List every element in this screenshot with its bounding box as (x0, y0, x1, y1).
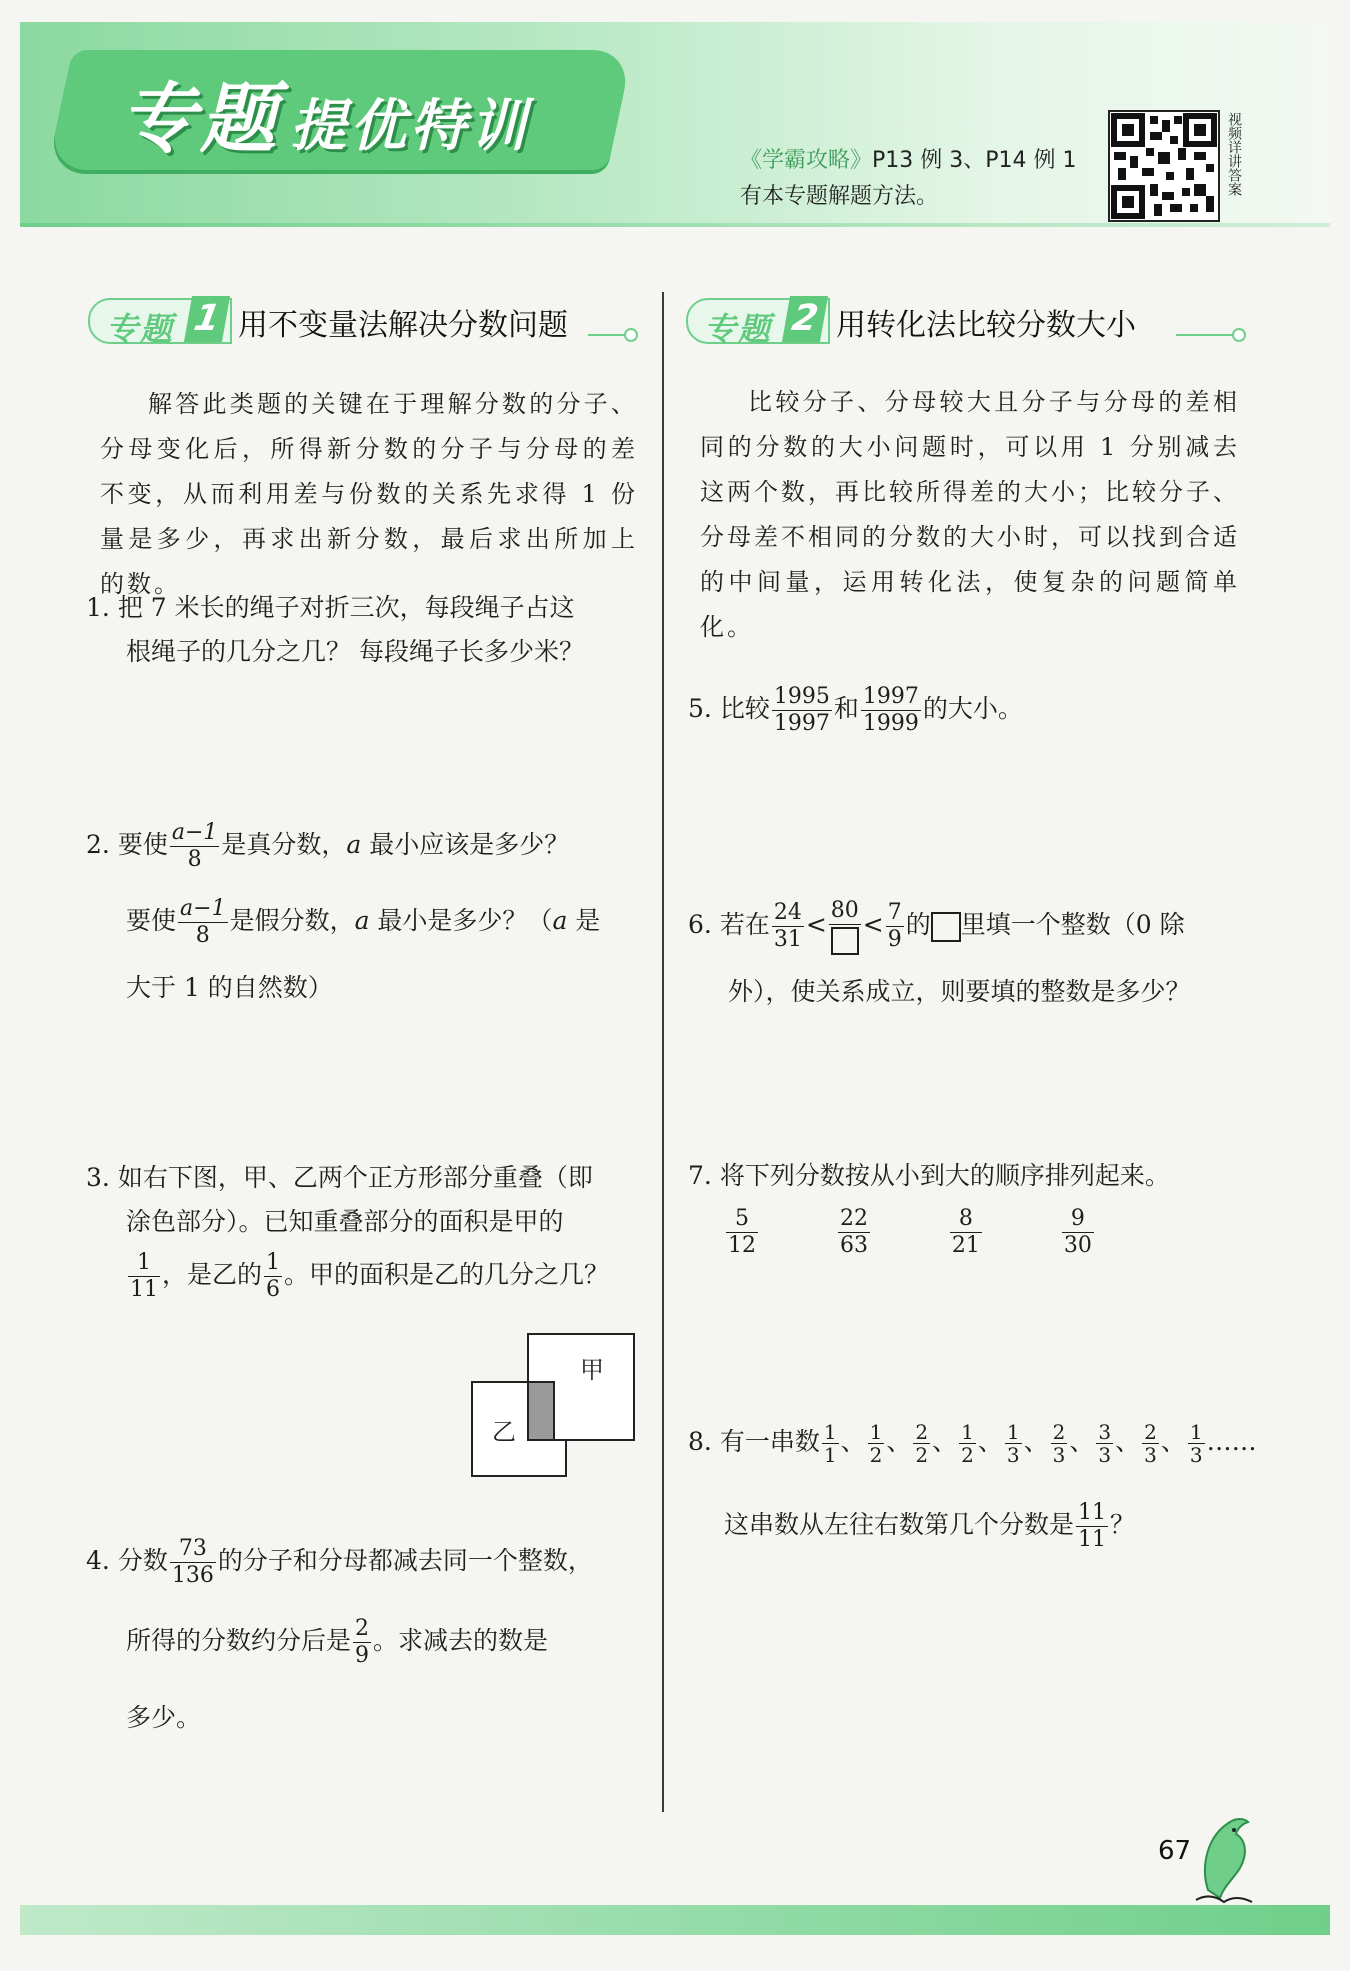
fraction: $\frac{1}{2}$ (869, 1420, 883, 1467)
section-1-number: 1 (184, 296, 230, 342)
fraction: $\frac{a-1}{8}$ (180, 896, 226, 948)
header-note-refs: P13 例 3、P14 例 1 (872, 148, 1077, 173)
section-2-title: 用转化法比较分数大小 (836, 308, 1136, 343)
question-5-number: 5. (688, 694, 712, 723)
label-jia: 甲 (580, 1356, 604, 1384)
question-8: 8. 有一串数 $\frac{1}{1}$ 、 $\frac{1}{2}$ 、 $\frac{2}{2}$ 、 $\frac{1}{2}$ 、 $\frac{1}{3}$ 、 $\frac{2}{3}$ 、 $\frac{3}{3}$ 、 $\frac{2}{3}$ 、 $\frac{1}{3}$ …… 这串数从左往右数第几个分数是 $\frac{11}{11}$ ？ (688, 1420, 1257, 1552)
section-2-tag: 专题 (686, 298, 830, 344)
question-8-number: 8. (688, 1427, 712, 1456)
fraction: $\frac{2}{3}$ (1052, 1420, 1066, 1467)
question-1-line1: 把 7 米长的绳子对折三次，每段绳子占这 (117, 593, 575, 622)
fraction: $\frac{1}{6}$ (266, 1250, 281, 1302)
header-note-book: 《学霸攻略》 (740, 148, 873, 173)
page-number: 67 (1158, 1836, 1192, 1866)
fraction: $\frac{1}{3}$ (1006, 1420, 1020, 1467)
dolphin-mascot-icon (1190, 1810, 1260, 1910)
footer-banner (20, 1905, 1330, 1935)
header-title-part1: 专题 (120, 74, 280, 163)
section-1-title: 用不变量法解决分数问题 (238, 308, 568, 343)
header-title-part2: 提优特训 (290, 94, 530, 159)
header-title (120, 58, 530, 167)
column-divider (662, 292, 664, 1812)
fraction: $\frac{2}{3}$ (1144, 1420, 1157, 1467)
section-2-dot (1232, 328, 1246, 342)
section-2-number: 2 (782, 296, 828, 342)
question-2-number: 2. (86, 830, 110, 859)
section-1-rule (588, 334, 624, 336)
fraction: $\frac{2}{2}$ (915, 1420, 929, 1467)
fraction: $\frac{a-1}{8}$ (171, 820, 218, 872)
question-4: 4. 分数 $\frac{73}{136}$ 的分子和分母都减去同一个整数， 所得的分数约分后是 $\frac{2}{9}$ 。求减去的数是 多少。 (86, 1536, 593, 1732)
fraction: $\frac{11}{11}$ (1078, 1500, 1107, 1552)
question-1-line2: 根绳子的几分之几？ 每段绳子长多少米？ (126, 637, 584, 666)
question-1-number: 1. (86, 593, 110, 622)
section-1-heading (88, 296, 648, 348)
fraction-blank: 80 (829, 898, 861, 955)
question-3: 3. 如右下图，甲、乙两个正方形部分重叠（即 涂色部分）。已知重叠部分的面积是甲的 $\frac{1}{11}$ ，是乙的 $\frac{1}{6}$ 。甲的面积是乙的几分之几？ (86, 1163, 610, 1302)
fraction: $\frac{8}{21}$ (951, 1206, 980, 1258)
fraction: $\frac{1}{3}$ (1189, 1420, 1203, 1467)
question-3-number: 3. (86, 1163, 110, 1192)
fraction: $\frac{22}{63}$ (839, 1206, 868, 1258)
section-1-dot (624, 328, 638, 342)
section-2-heading (686, 296, 1246, 348)
header-note-line2: 有本专题解题方法。 (740, 184, 939, 209)
fraction: $\frac{1995}{1997}$ (773, 684, 830, 736)
qr-code-icon[interactable] (1108, 110, 1220, 222)
overlapping-squares-figure (468, 1330, 638, 1480)
fraction: $\frac{73}{136}$ (171, 1536, 214, 1588)
fraction: $\frac{1}{11}$ (130, 1250, 158, 1302)
question-7-number: 7. (688, 1161, 712, 1190)
fraction: $\frac{1997}{1999}$ (862, 684, 919, 736)
label-yi: 乙 (492, 1418, 516, 1446)
section-2-intro: 比较分子、分母较大且分子与分母的差相同的分数的大小问题时，可以用 1 分别减去这两个数，再比较所得差的大小；比较分子、分母差不相同的分数的大小时，可以找到合适的中间量，运用转化法，使复杂的问题简单化。 (700, 388, 1240, 641)
section-2-rule (1176, 334, 1232, 336)
fraction: $\frac{5}{12}$ (728, 1206, 756, 1258)
fraction: $\frac{24}{31}$ (773, 900, 802, 952)
fraction: $\frac{1}{1}$ (823, 1420, 837, 1467)
question-2-line3: 大于 1 的自然数） (126, 973, 333, 1002)
fraction: $\frac{7}{9}$ (887, 900, 902, 952)
answer-box[interactable] (931, 912, 961, 942)
question-5: 5. 比较 $\frac{1995}{1997}$ 和 $\frac{1997}{1999}$ 的大小。 (688, 684, 1023, 736)
overlap-shaded (528, 1382, 554, 1440)
fraction: $\frac{9}{30}$ (1063, 1206, 1092, 1258)
question-1 (86, 586, 584, 674)
qr-label: 视频详讲答案 (1226, 112, 1242, 196)
question-6: 6. 若在 $\frac{24}{31}$ < 80 < $\frac{7}{9}$ 的 里填一个整数（0 除 外），使关系成立，则要填的整数是多少？ (688, 898, 1191, 1006)
question-7: 7. 将下列分数按从小到大的顺序排列起来。 $\frac{5}{12}$ $\frac{22}{63}$ $\frac{8}{21}$ $\frac{9}{30}$ (688, 1161, 1170, 1258)
section-1-intro: 解答此类题的关键在于理解分数的分子、分母变化后，所得新分数的分子与分母的差不变，从而利用差与份数的关系先求得 1 份量是多少，再求出新分数，最后求出所加上的数。 (100, 390, 638, 598)
question-7-fractions (688, 1206, 1170, 1259)
answer-box[interactable] (831, 927, 859, 955)
fraction: $\frac{2}{9}$ (355, 1616, 370, 1668)
question-6-number: 6. (688, 910, 712, 939)
question-2: 2. 要使 $\frac{a-1}{8}$ 是真分数，a 最小应该是多少？ 要使 $\frac{a-1}{8}$ 是假分数，a 最小是多少？（a 是 大于 1 的自然数） (86, 820, 600, 1010)
question-4-number: 4. (86, 1546, 110, 1575)
fraction: $\frac{3}{3}$ (1098, 1420, 1112, 1467)
header-note (740, 143, 1077, 215)
section-1-tag: 专题 (88, 298, 232, 344)
fraction: $\frac{1}{2}$ (961, 1420, 974, 1467)
